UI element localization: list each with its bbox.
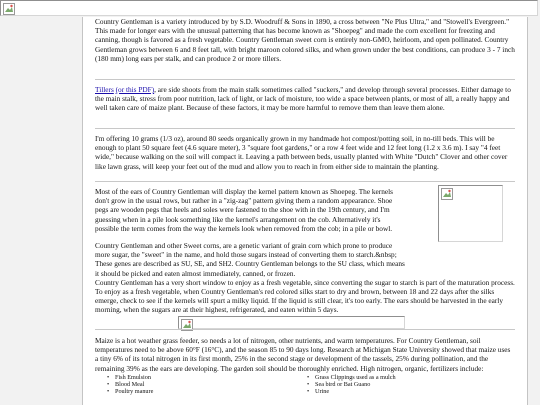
overview-paragraph: Country Gentleman is a variety introduced by by S.D. Woodruff & Sons in 1890, a cross between "Ne Plus Ultra," and "Stowell's Evergreen." This made for longer ears with the unusual patterning that has become known as "Shoepeg" and made the corn excellent for freezing and canning, though is favored as a fresh vegetable. Country Gentleman sweet corn is entirely non-GMO, heirloom, and open pollinated. Country Gentleman grows between 6 and 8 feet tall, with bright maroon colored silks, and when grown under the best conditions, can produce 3 - 7 inch (180 mm) long ears per stalk, and can produce 2 or more tillers. [95,17,515,63]
article-content [82,17,528,405]
list-item: • Grass Clippings used as a mulch [295,374,495,381]
fertilizer-list-right [295,374,495,395]
harvest-paragraph: Country Gentleman has a very short window to enjoy as a fresh vegetable, since converting the sugar to starch is part of the maturation process. To enjoy as a fresh vegetable, when Country Gentleman's red colored silks start to dry and brown, between 18 and 22 days after the silks emerge, check to see if the kernels will spurt a milky liquid. If the liquid is still clear, it's too early. The ears should be harvested in the early morning, when the sugars are at their highest, refrigerated, and eaten within 5 days. [95,277,515,315]
list-item: • Poultry manure [95,388,295,395]
list-item: • Blood Meal [95,381,295,388]
fertilizer-list-left [95,374,295,395]
tillers-text: , are side shoots from the main stalk sometimes called "suckers," and develop through several processes. Either damage to the main stalk, stress from poor nutrition, lack of light, or lack of moisture, too wide a space between plants, or most of all, a really happy and well taken care of maize plant. Because of these factors, it may be more harmful to remove them than leave them alone. [95,85,511,113]
tillers-link[interactable]: Tillers [95,85,114,94]
section-nitrogen [95,329,515,395]
tillers-paragraph [95,85,515,113]
nitrogen-paragraph: Maize is a hot weather grass feeder, so needs a lot of nitrogen, other nutrients, and warm temperatures. For Country Gentleman, soil temperatures need to be above 60°F (16°C), and the season 85 to 90 days long. Research at Michigan State University showed that maize uses a tiny 6% of its total nitrogen in its first month, 25% in the second stage or development of the tassels, 25% during pollination, and the remaining 39% as the ears are developing. The garden soil should be thoroughly enriched. High nitrogen, organic, fertilizers include: [95,336,511,373]
section-offering [95,128,515,171]
banner-image [0,0,538,16]
list-item: • Fish Emulsion [95,374,295,381]
shoepeg-image [438,185,503,242]
list-item: • Urine [295,388,495,395]
broken-image-icon [441,188,453,200]
broken-image-icon [3,3,15,15]
ears-image [178,316,405,329]
shoepeg-paragraph: Most of the ears of Country Gentleman will display the kernel pattern known as Shoepeg. The kernels don't grow in the usual rows, but rather in a "zig-zag" pattern giving them a random appearance. Shoe pegs are wooden pegs that heels and soles were fastened to the shoe with in the 19th century, and I'm guessing when in a pile look something like the kernel's arrangement on the cob. Alternatively it's possible the term comes from the way the kernels look when removed from the cob; in a pile or bowl. [95,187,393,233]
list-item: • Sea bird or Bat Guano [295,381,495,388]
sweet-genes-paragraph: Country Gentleman and other Sweet corns, are a genetic variant of grain corn which prone to produce more sugar, the "sweet" in the name, and hold those sugars instead of converting them to starch.&nbsp; These genes are described as SU, SE, and SH2. Country Gentleman belongs to the SU class, which means it should be picked and eaten almost immediately, canned, or frozen. [95,241,405,278]
offering-paragraph: I'm offering 10 grams (1/3 oz), around 80 seeds organically grown in my handmade hot compost/potting soil, in no-till beds. This will be enough to plant 50 square feet (4.6 square meter), 3 "square foot gardens," or a row 4 feet wide and 12 feet long (1.2 x 3.6 m). I say "4 feet wide," because walking on the soil will compact it. Leaving a path between beds, usually planted with White "Dutch" Clover and other cover like lawn grass, will keep your feet out of the mud and allow you to reach in from either side to maintain the planting. [95,134,508,171]
fertilizer-lists [95,373,495,395]
section-overview [95,17,515,63]
section-tillers [95,79,515,113]
pdf-link[interactable]: (or this PDF) [115,85,155,94]
